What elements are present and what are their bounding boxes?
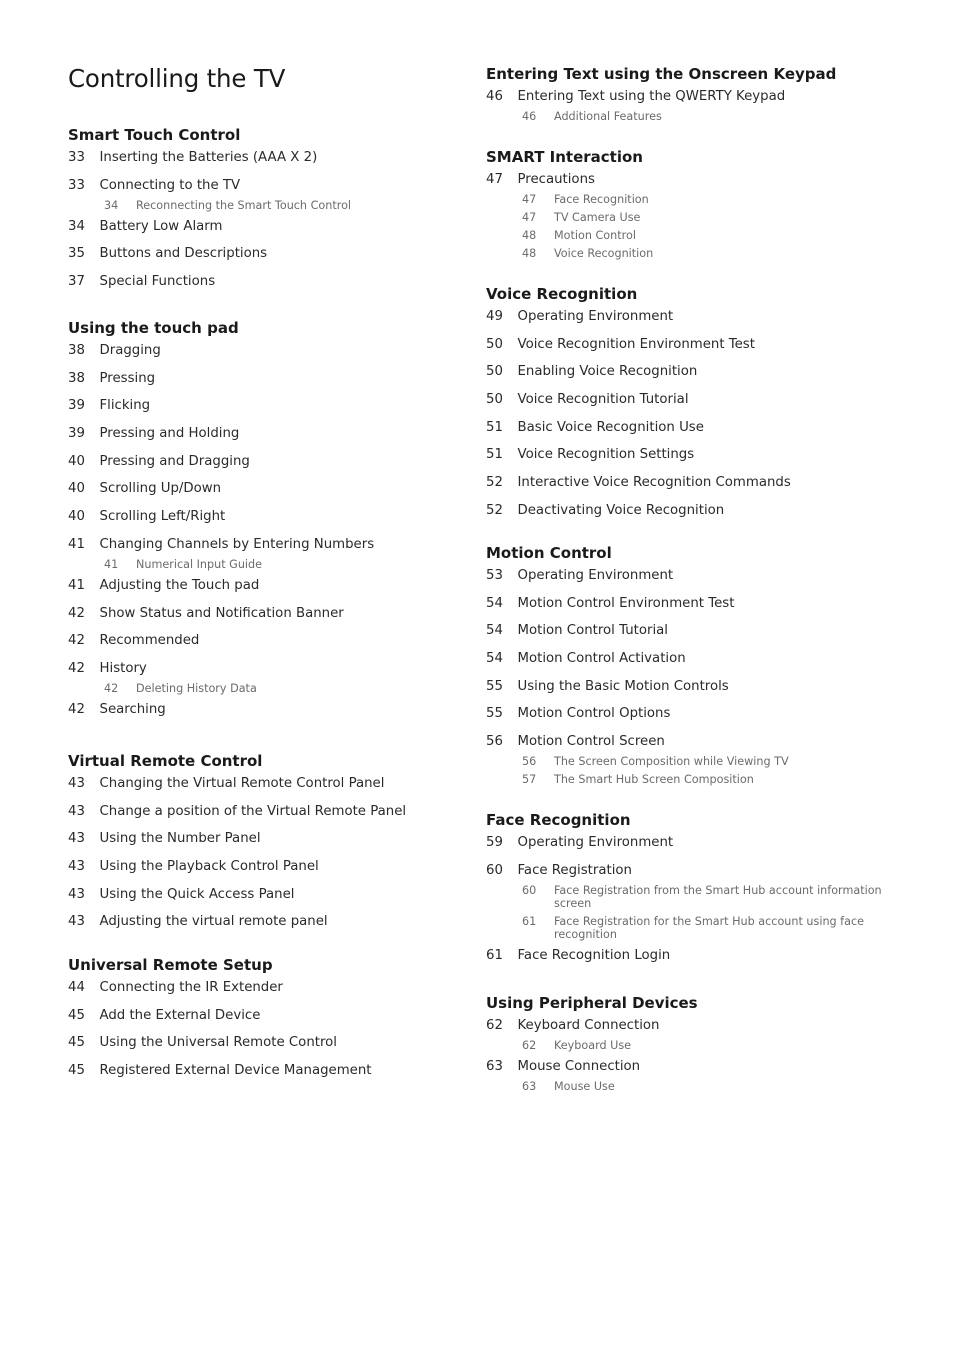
toc-entry-title: Using the Playback Control Panel (99, 859, 319, 875)
toc-subentry-title: Deleting History Data (136, 681, 257, 695)
toc-section-smart-touch-control (68, 125, 438, 290)
toc-entry-title: Using the Universal Remote Control (99, 1035, 337, 1051)
toc-section-universal-remote-setup (68, 955, 438, 1079)
toc-entry-title: Adjusting the virtual remote panel (99, 914, 328, 930)
toc-entry-page: 51 (486, 419, 503, 435)
toc-entry-title: Motion Control Screen (517, 734, 665, 750)
toc-subentry-list (486, 884, 896, 941)
toc-entry-list (486, 567, 896, 786)
toc-subentry[interactable] (486, 884, 896, 910)
toc-entry[interactable] (486, 622, 896, 639)
toc-entry-page: 53 (486, 568, 503, 583)
toc-entry-list (486, 171, 896, 260)
section-heading: Virtual Remote Control (68, 752, 263, 770)
toc-entry-list (486, 834, 896, 964)
toc-entry-title: Add the External Device (99, 1007, 261, 1023)
toc-entry-page: 59 (486, 835, 503, 850)
toc-entry[interactable] (68, 605, 438, 622)
toc-entry-list (68, 342, 438, 718)
toc-entry-page: 43 (68, 859, 85, 875)
toc-entry-title: Face Recognition Login (517, 947, 671, 963)
toc-entry-title: Entering Text using the QWERTY Keypad (517, 89, 786, 104)
toc-subentry-page: 47 (522, 211, 537, 224)
toc-entry[interactable] (486, 595, 896, 612)
toc-entry-list (486, 1017, 896, 1093)
toc-entry-title: Battery Low Alarm (99, 218, 223, 234)
toc-entry-title: Change a position of the Virtual Remote Panel (99, 803, 407, 819)
toc-entry-page: 50 (486, 364, 503, 380)
toc-entry-list (486, 308, 896, 519)
toc-entry-title: Basic Voice Recognition Use (517, 419, 704, 435)
toc-subentry[interactable] (486, 1039, 896, 1052)
toc-entry[interactable] (486, 705, 896, 722)
toc-entry[interactable] (68, 480, 438, 497)
toc-entry-page: 42 (68, 633, 85, 649)
toc-subentry-page: 41 (104, 557, 119, 571)
toc-subentry[interactable] (486, 110, 896, 123)
toc-subentry-page: 48 (522, 247, 537, 260)
toc-subentry-title: Keyboard Use (554, 1039, 632, 1052)
page-title: Controlling the TV (68, 64, 286, 93)
toc-entry[interactable] (68, 701, 438, 718)
section-heading: SMART Interaction (486, 148, 643, 166)
toc-entry-page: 39 (68, 426, 85, 442)
toc-entry[interactable] (486, 336, 896, 353)
toc-entry[interactable] (68, 397, 438, 414)
section-heading: Voice Recognition (486, 285, 638, 303)
toc-entry-page: 44 (68, 980, 85, 995)
toc-subentry-page: 47 (522, 193, 537, 206)
toc-entry[interactable] (68, 453, 438, 470)
toc-entry-list (68, 979, 438, 1079)
toc-entry-page: 45 (68, 1063, 85, 1079)
toc-entry-page: 40 (68, 509, 85, 525)
toc-entry-page: 42 (68, 701, 85, 717)
toc-entry-page: 46 (486, 89, 503, 104)
toc-entry-title: Motion Control Environment Test (517, 595, 735, 611)
toc-entry-title: Show Status and Notification Banner (99, 605, 344, 621)
toc-entry-title: Interactive Voice Recognition Commands (517, 475, 791, 491)
toc-entry[interactable] (486, 391, 896, 408)
toc-subentry-list (486, 110, 896, 123)
toc-subentry-title: Voice Recognition (554, 247, 654, 260)
toc-entry[interactable] (68, 775, 438, 792)
toc-entry-title: Connecting to the TV (99, 177, 241, 193)
toc-entry-list (68, 775, 438, 930)
toc-entry[interactable] (68, 886, 438, 903)
toc-section-virtual-remote-control (68, 751, 438, 930)
toc-entry-title: Pressing (99, 370, 156, 386)
toc-entry[interactable] (68, 577, 438, 594)
toc-entry-page: 45 (68, 1007, 85, 1023)
toc-entry[interactable] (486, 947, 896, 964)
toc-entry-page: 34 (68, 218, 85, 234)
toc-entry-title: Searching (99, 701, 166, 717)
toc-entry-title: Special Functions (99, 274, 216, 290)
toc-subentry-list (486, 1080, 896, 1093)
toc-subentry[interactable] (486, 211, 896, 224)
toc-subentry-page: 61 (522, 914, 537, 928)
toc-entry-title: Registered External Device Management (99, 1063, 372, 1079)
toc-entry[interactable] (68, 913, 438, 930)
toc-entry-title: Operating Environment (517, 309, 674, 324)
toc-subentry-page: 62 (522, 1039, 537, 1052)
toc-entry-page: 50 (486, 336, 503, 352)
toc-entry[interactable] (486, 363, 896, 380)
toc-entry-page: 55 (486, 678, 503, 694)
toc-section-using-peripheral-devices (486, 993, 896, 1093)
toc-entry[interactable] (68, 218, 438, 235)
toc-entry-title: Scrolling Up/Down (99, 481, 222, 497)
toc-entry-title: Dragging (99, 343, 161, 358)
toc-subentry[interactable] (486, 247, 896, 260)
toc-entry-page: 42 (68, 660, 85, 676)
toc-entry[interactable] (68, 858, 438, 875)
toc-entry-page: 56 (486, 734, 503, 750)
toc-subentry-title: Face Recognition (554, 193, 649, 206)
toc-entry-page: 43 (68, 776, 85, 791)
toc-entry-page: 43 (68, 831, 85, 847)
toc-subentry[interactable] (486, 193, 896, 206)
toc-subentry-list (68, 558, 438, 571)
toc-entry[interactable] (68, 149, 438, 166)
toc-entry-page: 49 (486, 309, 503, 324)
toc-section-motion-control (486, 543, 896, 786)
toc-entry-page: 38 (68, 343, 85, 358)
toc-entry-page: 54 (486, 623, 503, 639)
toc-entry-title: Voice Recognition Environment Test (517, 336, 755, 352)
section-heading: Smart Touch Control (68, 126, 241, 144)
toc-entry-title: Pressing and Dragging (99, 453, 250, 469)
toc-subentry-page: 63 (522, 1080, 537, 1093)
toc-entry[interactable] (68, 508, 438, 525)
toc-entry[interactable] (486, 502, 896, 519)
toc-subentry[interactable] (68, 558, 438, 571)
toc-subentry[interactable] (486, 773, 896, 786)
toc-entry-page: 33 (68, 177, 85, 193)
toc-entry-title: Motion Control Tutorial (517, 623, 668, 639)
toc-entry[interactable] (486, 678, 896, 695)
toc-entry-page: 41 (68, 577, 85, 593)
toc-entry[interactable] (68, 803, 438, 820)
toc-entry-title: Mouse Connection (517, 1059, 641, 1074)
toc-entry-page: 45 (68, 1035, 85, 1051)
toc-section-using-the-touch-pad (68, 318, 438, 718)
toc-subentry-page: 42 (104, 681, 119, 695)
toc-entry[interactable] (68, 342, 438, 359)
toc-subentry[interactable] (486, 1080, 896, 1093)
toc-entry-page: 55 (486, 706, 503, 722)
toc-entry-title: History (99, 660, 147, 676)
toc-entry-page: 62 (486, 1018, 503, 1033)
toc-entry[interactable] (486, 862, 896, 879)
toc-entry[interactable] (68, 830, 438, 847)
toc-subentry[interactable] (68, 199, 438, 212)
toc-entry-title: Scrolling Left/Right (99, 509, 226, 525)
toc-entry-title: Motion Control Options (517, 706, 671, 722)
toc-subentry-page: 60 (522, 883, 537, 897)
section-heading: Face Recognition (486, 811, 631, 829)
toc-subentry[interactable] (68, 682, 438, 695)
toc-entry[interactable] (68, 177, 438, 194)
section-heading: Using Peripheral Devices (486, 994, 698, 1012)
toc-entry-page: 35 (68, 246, 85, 262)
toc-entry-page: 33 (68, 150, 85, 165)
toc-entry[interactable] (486, 733, 896, 750)
toc-entry-title: Changing Channels by Entering Numbers (99, 536, 375, 552)
toc-entry-page: 60 (486, 862, 503, 878)
toc-entry-title: Voice Recognition Settings (517, 447, 695, 463)
toc-entry[interactable] (68, 1007, 438, 1024)
toc-entry-title: Face Registration (517, 862, 632, 878)
toc-subentry-title: Mouse Use (554, 1080, 615, 1093)
toc-section-entering-text-using-the-onscreen-keypad (486, 64, 896, 123)
toc-subentry-list (486, 193, 896, 260)
toc-entry-page: 40 (68, 481, 85, 497)
toc-entry-title: Enabling Voice Recognition (517, 364, 698, 380)
toc-entry[interactable] (68, 245, 438, 262)
toc-subentry-title: Numerical Input Guide (136, 557, 262, 571)
toc-entry-page: 63 (486, 1059, 503, 1074)
toc-entry-list (486, 88, 896, 123)
toc-entry-title: Using the Quick Access Panel (99, 886, 295, 902)
toc-entry[interactable] (68, 370, 438, 387)
section-heading: Entering Text using the Onscreen Keypad (486, 65, 837, 83)
toc-subentry-page: 34 (104, 198, 119, 212)
toc-entry[interactable] (68, 273, 438, 290)
toc-entry-title: Using the Number Panel (99, 831, 261, 847)
toc-entry[interactable] (68, 425, 438, 442)
toc-entry-title: Flicking (99, 398, 151, 414)
toc-subentry-title: Reconnecting the Smart Touch Control (136, 198, 352, 212)
toc-entry[interactable] (486, 1017, 896, 1034)
toc-entry-page: 43 (68, 914, 85, 930)
toc-subentry-title: The Screen Composition while Viewing TV (554, 755, 789, 769)
toc-subentry-list (486, 755, 896, 786)
toc-subentry-page: 57 (522, 773, 537, 787)
toc-entry-page: 47 (486, 172, 503, 187)
toc-section-smart-interaction (486, 147, 896, 260)
toc-entry-page: 40 (68, 453, 85, 469)
toc-subentry-list (486, 1039, 896, 1052)
toc-subentry[interactable] (486, 229, 896, 242)
toc-entry-page: 37 (68, 274, 85, 290)
toc-entry[interactable] (486, 88, 896, 105)
toc-entry-title: Motion Control Activation (517, 651, 686, 667)
toc-entry-title: Recommended (99, 633, 200, 649)
toc-entry-title: Operating Environment (517, 835, 674, 850)
toc-subentry[interactable] (486, 915, 896, 941)
toc-entry[interactable] (68, 536, 438, 553)
toc-subentry-page: 46 (522, 110, 537, 123)
toc-section-voice-recognition (486, 284, 896, 519)
toc-entry-page: 51 (486, 447, 503, 463)
toc-entry-page: 38 (68, 370, 85, 386)
toc-entry-title: Operating Environment (517, 568, 674, 583)
toc-entry-page: 54 (486, 651, 503, 667)
toc-entry-page: 61 (486, 947, 503, 963)
toc-section-face-recognition (486, 810, 896, 964)
toc-subentry-title: Motion Control (554, 229, 636, 242)
toc-entry-page: 41 (68, 536, 85, 552)
toc-entry[interactable] (68, 632, 438, 649)
toc-subentry-title: Face Registration for the Smart Hub account using face recognition (554, 914, 865, 941)
toc-entry-title: Connecting the IR Extender (99, 980, 283, 995)
toc-entry-page: 50 (486, 392, 503, 408)
toc-entry[interactable] (486, 474, 896, 491)
toc-subentry-page: 56 (522, 755, 537, 769)
toc-subentry-list (68, 682, 438, 695)
toc-entry[interactable] (486, 419, 896, 436)
section-heading: Using the touch pad (68, 319, 239, 337)
toc-subentry-list (68, 199, 438, 212)
toc-entry[interactable] (486, 834, 896, 851)
toc-entry-page: 52 (486, 502, 503, 518)
toc-entry-title: Adjusting the Touch pad (99, 577, 260, 593)
toc-entry-title: Voice Recognition Tutorial (517, 392, 689, 408)
section-heading: Universal Remote Setup (68, 956, 273, 974)
toc-subentry-title: Additional Features (554, 110, 662, 123)
toc-subentry[interactable] (486, 755, 896, 768)
toc-entry[interactable] (486, 171, 896, 188)
toc-entry[interactable] (68, 1062, 438, 1079)
section-heading: Motion Control (486, 544, 612, 562)
toc-entry[interactable] (486, 650, 896, 667)
toc-entry-page: 52 (486, 475, 503, 491)
toc-entry-page: 39 (68, 398, 85, 414)
toc-entry[interactable] (68, 660, 438, 677)
toc-entry[interactable] (486, 446, 896, 463)
toc-entry-list (68, 149, 438, 290)
toc-entry-page: 43 (68, 803, 85, 819)
toc-subentry-page: 48 (522, 229, 537, 242)
toc-entry[interactable] (486, 308, 896, 325)
toc-subentry-title: Face Registration from the Smart Hub account information screen (554, 883, 882, 910)
toc-entry-page: 43 (68, 886, 85, 902)
toc-subentry-title: TV Camera Use (554, 211, 641, 224)
toc-entry-title: Deactivating Voice Recognition (517, 502, 725, 518)
toc-entry-title: Precautions (517, 172, 595, 187)
toc-entry-title: Inserting the Batteries (AAA X 2) (99, 150, 318, 165)
toc-entry[interactable] (486, 1058, 896, 1075)
toc-subentry-title: The Smart Hub Screen Composition (554, 773, 754, 787)
toc-entry-page: 42 (68, 605, 85, 621)
toc-entry-title: Keyboard Connection (517, 1018, 660, 1033)
toc-entry-title: Buttons and Descriptions (99, 246, 268, 262)
toc-entry[interactable] (68, 1034, 438, 1051)
toc-entry-title: Using the Basic Motion Controls (517, 678, 729, 694)
toc-entry-page: 54 (486, 595, 503, 611)
toc-entry[interactable] (68, 979, 438, 996)
toc-entry-title: Changing the Virtual Remote Control Panel (99, 776, 385, 791)
toc-entry-title: Pressing and Holding (99, 426, 240, 442)
toc-entry[interactable] (486, 567, 896, 584)
